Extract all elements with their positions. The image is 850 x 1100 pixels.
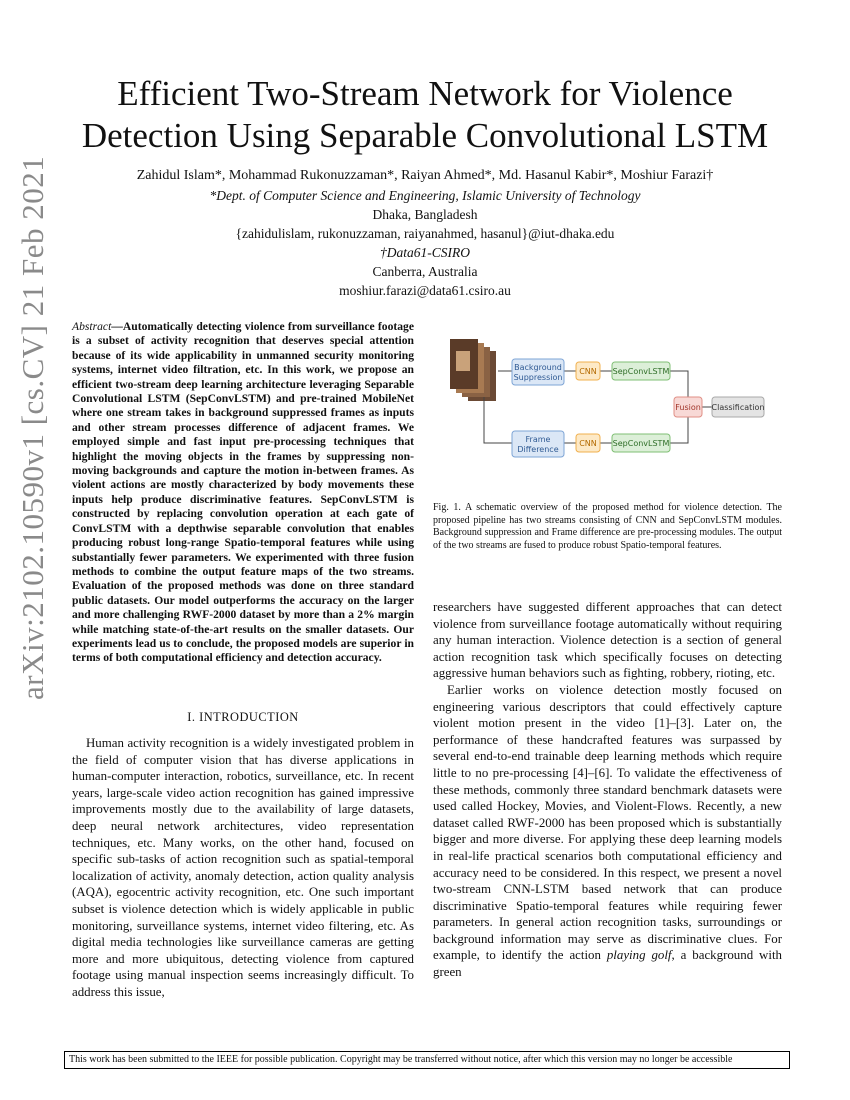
affiliation-city-2: Canberra, Australia: [372, 264, 478, 279]
affiliation-dept: *Dept. of Computer Science and Engineering, Islamic University of Technology: [209, 188, 641, 203]
author-list: Zahidul Islam*, Mohammad Rukonuzzaman*, Raiyan Ahmed*, Md. Hasanul Kabir*, Moshiur Farazi†: [136, 168, 714, 183]
svg-text:Classification: Classification: [711, 403, 765, 412]
svg-text:CNN: CNN: [579, 367, 597, 376]
copyright-notice: This work has been submitted to the IEEE for possible publication. Copyright may be transferred without notice, after which this version may no longer be accessible: [64, 1051, 790, 1069]
section-heading-introduction: I. INTRODUCTION: [187, 710, 299, 724]
affiliation-email-2: moshiur.farazi@data61.csiro.au: [339, 283, 511, 298]
figure-caption: Fig. 1. A schematic overview of the proposed method for violence detection. The proposed pipeline has two streams consisting of CNN and SepConvLSTM modules. Background suppression and Frame difference are pre-processing modules. The output of the two streams are fused to produce robust Spatio-temporal features.: [433, 502, 782, 551]
svg-text:Suppression: Suppression: [513, 373, 563, 382]
intro-column-right: [433, 599, 782, 981]
bg-suppression-box: [512, 359, 564, 385]
affiliation-org-2: †Data61-CSIRO: [380, 245, 470, 260]
classification-box: [712, 397, 765, 417]
svg-text:Frame: Frame: [525, 435, 551, 444]
cnn-box-top: [576, 362, 600, 380]
intro-paragraph-1: Human activity recognition is a widely investigated problem in the field of computer vision that has diverse applications in human-computer interaction, robotics, surveillance, etc. In recent years, large-scale video action recognition has gained impressive improvements mostly due to the availability of large datasets, deep neural network architectures, video representation techniques, etc. Many works, on the other hand, focused on specific sub-tasks of action recognition such as spatial-temporal localization of activity, anomaly detection, action quality analysis (AQA), egocentric activity recognition, etc. One such important subset is violence detection which is widely applicable in public monitoring, surveillance systems, internet video filtering, etc. As digital media technologies like surveillance cameras are getting more and more ubiquitous, detecting violence from captured footage using manual inspection seems increasingly difficult. To address this issue,: [72, 736, 414, 999]
arxiv-identifier: arXiv:2102.10590v1 [cs.CV] 21 Feb 2021: [15, 155, 50, 700]
svg-text:CNN: CNN: [579, 439, 597, 448]
sepconvlstm-box-bottom: [612, 434, 670, 452]
svg-text:Difference: Difference: [517, 445, 559, 454]
title-line-1: Efficient Two-Stream Network for Violence: [117, 74, 733, 113]
fusion-box: [674, 397, 702, 417]
svg-text:SepConvLSTM: SepConvLSTM: [612, 439, 670, 448]
affiliation-city-1: Dhaka, Bangladesh: [372, 207, 478, 222]
svg-text:Fusion: Fusion: [675, 403, 701, 412]
title-line-2: Detection Using Separable Convolutional LSTM: [81, 116, 769, 155]
right-paragraph-2: Earlier works on violence detection mostly focused on engineering various descriptors that could effectively capture violent motion present in the video [1]–[3]. Later on, the performance of these handcrafted features was surpassed by several end-to-end trainable deep learning methods which require little to no pre-processing [4]–[6]. To validate the effectiveness of these methods, commonly three standard benchmark datasets were used called Hockey, Movies, and Violent-Flows. Recently, a new dataset called RWF-2000 has been proposed which is substantially bigger and more diverse. For applying these deep learning models in real-life practical scenarios both computational efficiency and accuracy need to be considered. In this respect, we present a novel two-stream CNN-LSTM based network that can produce discriminative Spatio-temporal features while requiring fewer parameters. In general action recognition tasks, surroundings or background information may serve as discriminative clues. For example, to identify the action playing golf, a background with green: [433, 682, 782, 980]
frame-difference-box: [512, 431, 564, 457]
cnn-box-bottom: [576, 434, 600, 452]
paper-title: [60, 73, 790, 157]
figure-schematic: [448, 331, 788, 481]
svg-text:SepConvLSTM: SepConvLSTM: [612, 367, 670, 376]
right-paragraph-1: researchers have suggested different approaches that can detect violence from surveillance footage automatically without requiring any human interaction. Violence detection is a section of general action recognition task which specifically focuses on detecting aggressive human behaviors such as fighting, robbery, rioting, etc.: [433, 600, 782, 681]
sepconvlstm-box-top: [612, 362, 670, 380]
abstract-text: —Automatically detecting violence from surveillance footage is a subset of activity recognition that deserves special attention because of its wide applicability in unmanned security monitoring systems, internet video filtration, etc. In this work, we propose an efficient two-stream deep learning architecture leveraging Separable Convolutional LSTM (SepConvLSTM) and pre-trained MobileNet where one stream takes in background suppressed frames as inputs and other stream processes difference of adjacent frames. We employed simple and fast input pre-processing techniques that highlight the moving objects in the frames by suppressing non-moving backgrounds and capture the motion in-between frames. As violent actions are mostly characterized by body movements these inputs help produce discriminative features. SepConvLSTM is constructed by replacing convolution operation at each gate of ConvLSTM with a depthwise separable convolution that enables producing robust long-range Spatio-temporal features while using substantially fewer parameters. We experimented with three fusion methods to combine the output feature maps of the two streams. Evaluation of the proposed methods was done on three standard public datasets. Our model outperforms the accuracy on the larger and more challenging RWF-2000 dataset by more than a 2% margin while matching state-of-the-art results on the smaller datasets. Our experiments lead us to conclude, the proposed models are superior in terms of both computational efficiency and detection accuracy.: [72, 320, 414, 665]
abstract: [72, 320, 414, 666]
affiliation-email-1: {zahidulislam, rukonuzzaman, raiyanahmed, hasanul}@iut-dhaka.edu: [235, 226, 615, 241]
input-frames-image: [450, 339, 496, 401]
intro-column-left: [72, 735, 414, 1001]
svg-text:Background: Background: [514, 363, 562, 372]
abstract-lead: Abstract: [72, 320, 112, 333]
